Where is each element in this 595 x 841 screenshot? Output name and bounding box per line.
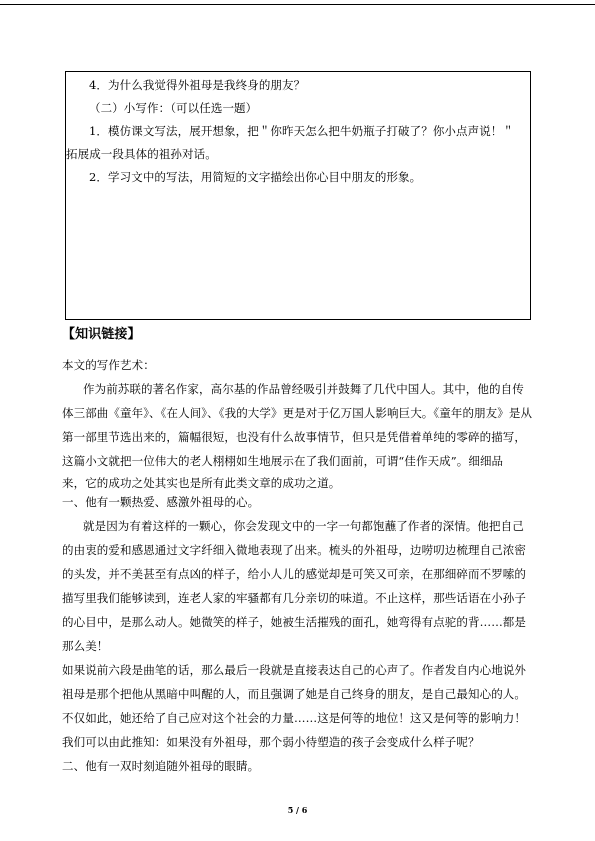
paragraph-line: 来，它的成功之处其实也是所有此类文章的成功之道。 [62,476,341,490]
writing-task-1: 1．模仿课文写法，展开想象，把＂你昨天怎么把牛奶瓶子打破了？你小点声说！＂ [89,124,515,138]
writing-task-2: 2．学习文中的写法，用简短的文字描绘出你心目中朋友的形象。 [89,170,422,184]
writing-task-heading: （二）小写作：（可以任选一题） [89,101,258,115]
paragraph-line: 不仅如此，她还给了自己应对这个社会的力量……这是何等的地位！这又是何等的影响力！ [62,711,526,725]
section-heading-1: 一、他有一颗热爱、感激外祖母的心。 [62,495,260,509]
page-number: 5 / 6 [287,805,308,815]
paragraph-line: 作为前苏联的著名作家，高尔基的作品曾经吸引并鼓舞了几代中国人。其中，他的自传 [83,382,524,396]
question-4: 4．为什么我觉得外祖母是我终身的朋友？ [89,78,306,92]
paragraph-line: 那么美！ [62,639,109,653]
paragraph-line: 祖母是那个把他从黑暗中叫醒的人，而且强调了她是自己终身的朋友，是自己最知心的人。 [62,687,526,701]
paragraph-line: 我们可以由此推知：如果没有外祖母，那个弱小待塑造的孩子会变成什么样子呢？ [62,735,480,749]
paragraph-line: 描写里我们能够读到，连老人家的牢骚都有几分亲切的味道。不止这样，那些话语在小孙子 [62,591,526,605]
paragraph-line: 这篇小文就把一位伟大的老人栩栩如生地展示在了我们面前，可谓“佳作天成”。细细品 [62,454,504,468]
paragraph-line: 如果说前六段是曲笔的话，那么最后一段就是直接表达自己的心声了。作者发自内心地说外 [62,663,526,677]
section-heading-2: 二、他有一双时刻追随外祖母的眼睛。 [62,759,260,773]
paragraph-line: 的心目中，是那么动人。她微笑的样子，她被生活摧残的面孔，她弯得有点驼的背……都是 [62,615,526,629]
paragraph-line: 本文的写作艺术： [62,358,155,372]
top-rule [0,4,595,5]
paragraph-line: 就是因为有着这样的一颗心，你会发现文中的一字一句都饱蘸了作者的深情。他把自己 [83,519,524,533]
writing-task-1-cont: 拓展成一段具体的祖孙对话。 [66,147,217,161]
paragraph-line: 的头发，并不美甚至有点凶的样子，给小人儿的感觉却是可笑又可亲，在那细碎而不罗嗦的 [62,567,526,581]
paragraph-line: 第一部里节选出来的，篇幅很短，也没有什么故事情节，但只是凭借着单纯的零碎的描写， [62,430,526,444]
paragraph-line: 的由衷的爱和感恩通过文字纤细入微地表现了出来。梳头的外祖母，边唠叨边梳理自己浓密 [62,543,526,557]
knowledge-link-heading: 【知识链接】 [62,327,141,342]
paragraph-line: 体三部曲《童年》、《在人间》、《我的大学》更是对于亿万国人影响巨大。《童年的朋友》是从 [62,406,533,420]
